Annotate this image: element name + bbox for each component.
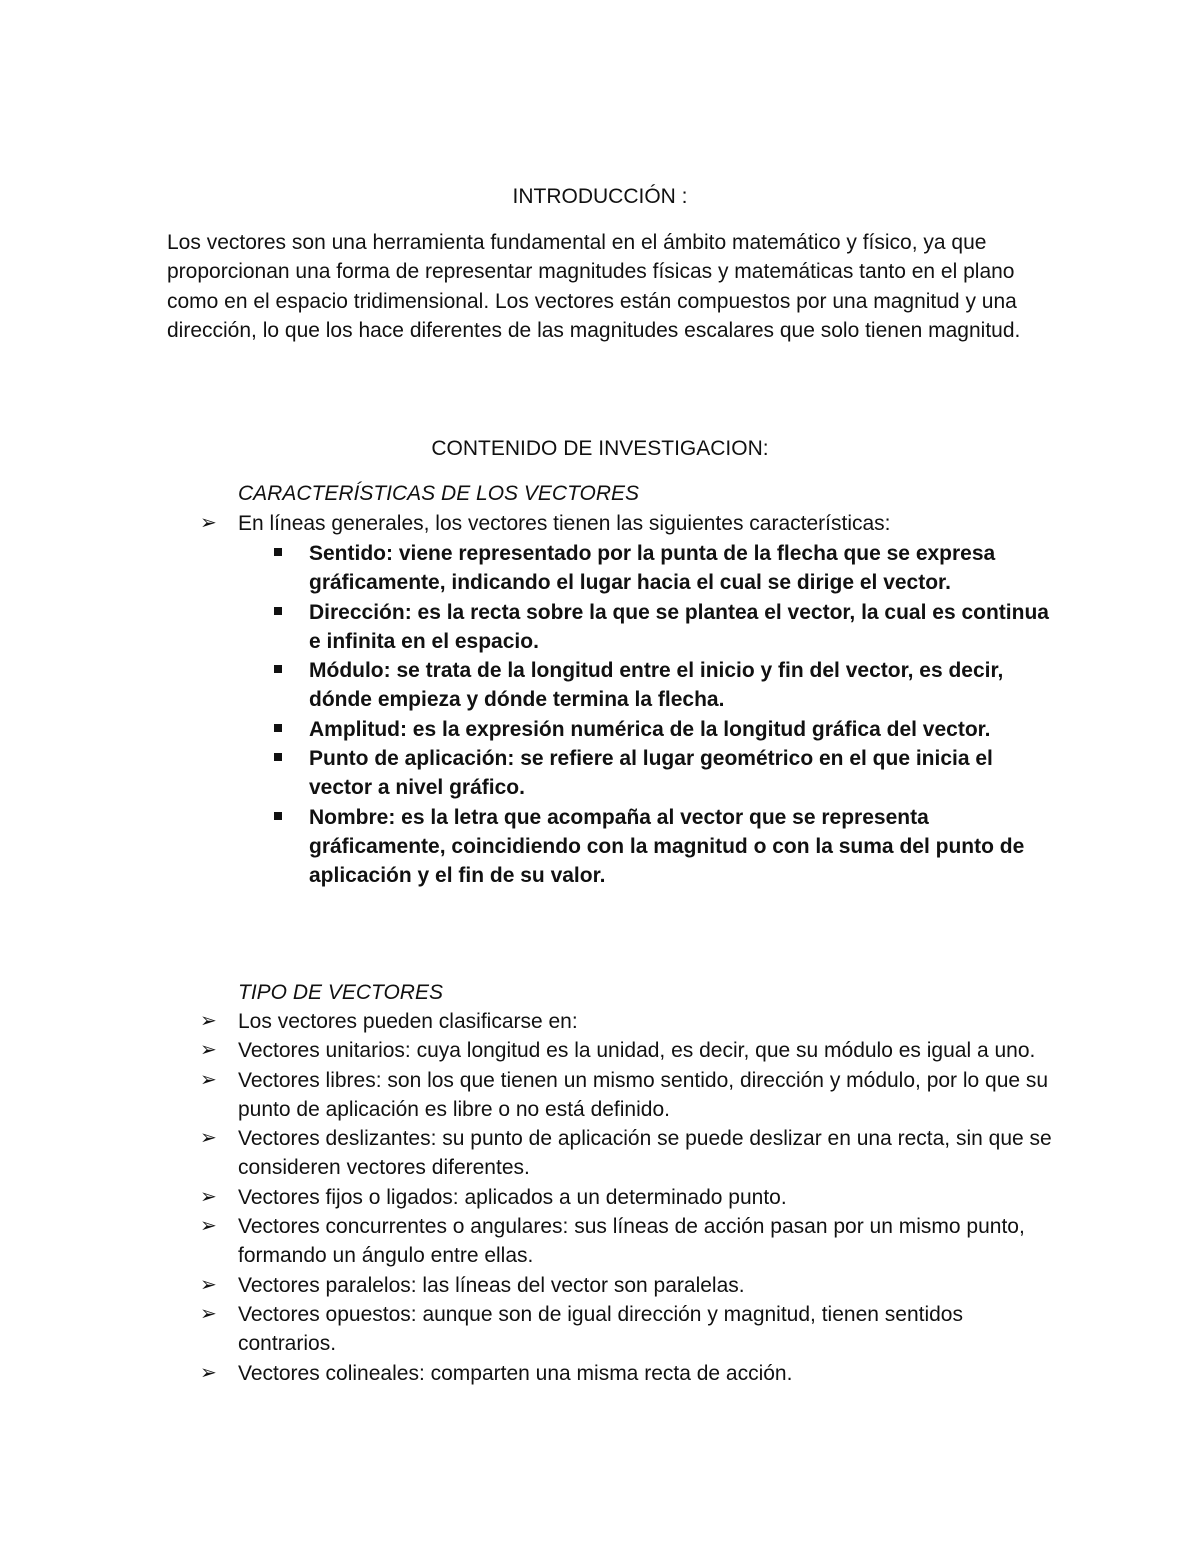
caracteristica-text: Amplitud: es la expresión numérica de la longitud gráfica del vector.	[309, 717, 991, 741]
tipo-text: Vectores libres: son los que tienen un mismo sentido, dirección y módulo, por lo que su punto de aplicación es libre o no está definido.	[238, 1068, 1049, 1121]
caracteristica-text: Nombre: es la letra que acompaña al vector que se representa gráficamente, coincidiendo con la magnitud o con la suma del punto de aplicación y el fin de su valor.	[309, 805, 1025, 888]
tipos-list	[200, 1007, 1060, 1388]
list-item	[200, 1036, 1060, 1065]
tipo-text: Vectores fijos o ligados: aplicados a un determinado punto.	[238, 1185, 787, 1209]
tipo-text: Los vectores pueden clasificarse en:	[238, 1010, 578, 1033]
tipo-text: Vectores deslizantes: su punto de aplicación se puede deslizar en una recta, sin que se consideren vectores diferentes.	[238, 1127, 1052, 1180]
list-item	[200, 1271, 1060, 1300]
tipo-text: Vectores colineales: comparten una misma recta de acción.	[238, 1361, 793, 1385]
intro-paragraph: Los vectores son una herramienta fundamental en el ámbito matemático y físico, ya que proporcionan una forma de representar magnitudes físicas y matemáticas tanto en el plano como en el espacio tridimensional. Los vectores están compuestos por una magnitud y una dirección, lo que los hace diferentes de las magnitudes escalares que solo tienen magnitud.	[167, 231, 1021, 342]
tipo-text: Vectores paralelos: las líneas del vector son paralelas.	[238, 1273, 745, 1297]
list-item	[200, 1359, 1060, 1388]
square-bullet-icon	[274, 724, 282, 732]
list-item	[270, 539, 1050, 598]
arrow-bullet-icon: ➢	[200, 1127, 217, 1150]
square-bullet-icon	[274, 753, 282, 761]
caracteristica-text: Módulo: se trata de la longitud entre el inicio y fin del vector, es decir, dónde empieza y dónde termina la flecha.	[309, 659, 1004, 712]
caracteristicas-list	[270, 539, 1050, 891]
tipo-text: Vectores concurrentes o angulares: sus líneas de acción pasan por un mismo punto, formando un ángulo entre ellas.	[238, 1215, 1025, 1268]
caracteristicas-lead-list	[200, 509, 1060, 538]
tipo-text: Vectores unitarios: cuya longitud es la unidad, es decir, que su módulo es igual a uno.	[238, 1039, 1036, 1063]
square-bullet-icon	[274, 665, 282, 673]
list-item	[270, 803, 1050, 891]
arrow-bullet-icon: ➢	[200, 1302, 217, 1325]
caracteristicas-lead: En líneas generales, los vectores tienen las siguientes características:	[238, 512, 891, 535]
square-bullet-icon	[274, 607, 282, 615]
arrow-bullet-icon: ➢	[200, 1039, 217, 1062]
list-item	[270, 656, 1050, 715]
intro-title: INTRODUCCIÓN :	[512, 185, 688, 208]
list-item	[200, 1066, 1060, 1125]
arrow-bullet-icon: ➢	[200, 1010, 217, 1032]
arrow-bullet-icon: ➢	[200, 1185, 217, 1208]
content-title: CONTENIDO DE INVESTIGACION:	[431, 437, 769, 460]
caracteristica-text: Sentido: viene representado por la punta de la flecha que se expresa gráficamente, indicando el lugar hacia el cual se dirige el vector.	[309, 542, 996, 595]
caracteristica-text: Punto de aplicación: se refiere al lugar geométrico en el que inicia el vector a nivel gráfico.	[309, 747, 993, 800]
list-item	[270, 598, 1050, 657]
tipo-text: Vectores opuestos: aunque son de igual dirección y magnitud, tienen sentidos contrarios.	[238, 1302, 963, 1356]
list-item	[270, 744, 1050, 803]
square-bullet-icon	[274, 548, 282, 556]
list-item	[200, 509, 1060, 538]
list-item	[200, 1007, 1060, 1036]
arrow-bullet-icon: ➢	[200, 1361, 217, 1384]
arrow-bullet-icon: ➢	[200, 1068, 217, 1091]
square-bullet-icon	[274, 812, 282, 820]
list-item	[200, 1183, 1060, 1212]
caracteristica-text: Dirección: es la recta sobre la que se plantea el vector, la cual es continua e infinita en el espacio.	[309, 600, 1049, 653]
list-item	[200, 1300, 1060, 1359]
list-item	[200, 1212, 1060, 1271]
list-item	[270, 715, 1050, 744]
list-item	[200, 1124, 1060, 1183]
arrow-bullet-icon: ➢	[200, 1273, 217, 1296]
arrow-bullet-icon: ➢	[200, 1215, 217, 1238]
arrow-bullet-icon: ➢	[200, 512, 217, 534]
tipos-heading: TIPO DE VECTORES	[238, 981, 443, 1004]
caracteristicas-heading: CARACTERÍSTICAS DE LOS VECTORES	[238, 482, 640, 505]
